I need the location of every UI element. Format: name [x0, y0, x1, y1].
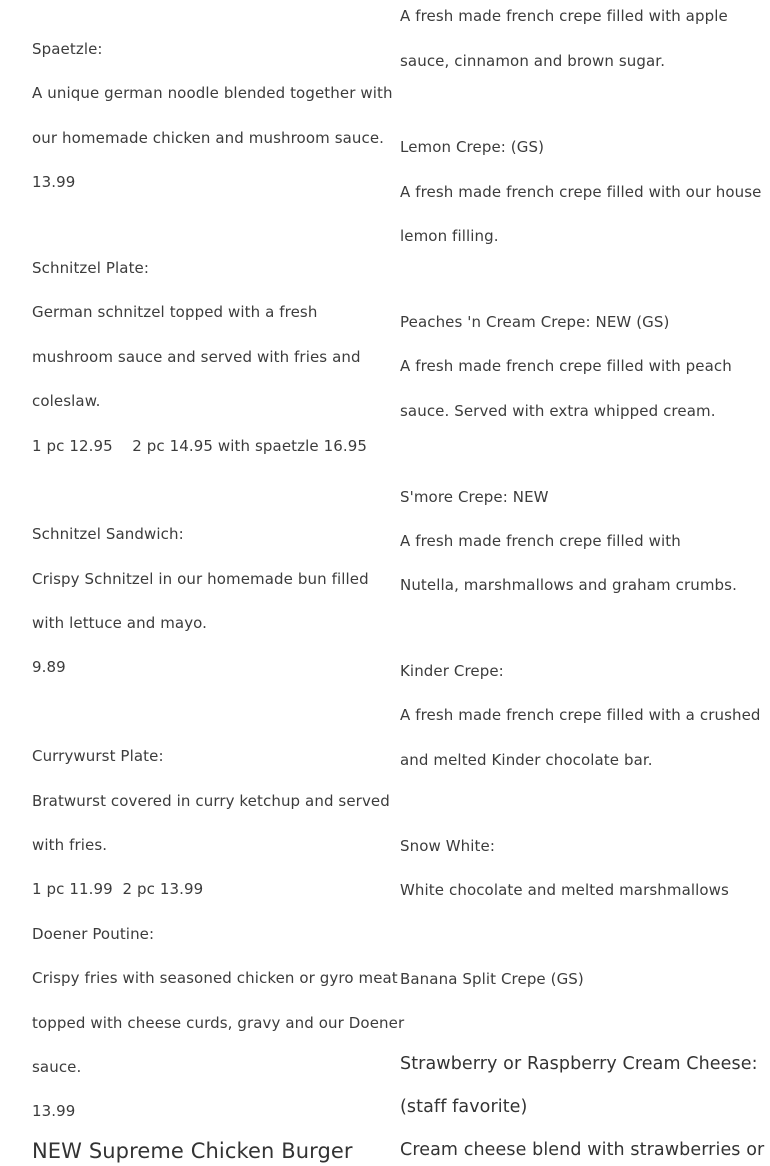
- smore-crepe-desc-line-1: A fresh made french crepe filled with: [400, 532, 681, 550]
- lemon-crepe-desc-line-1: A fresh made french crepe filled with our house: [400, 183, 762, 201]
- spaetzle-price: 13.99: [32, 173, 76, 191]
- currywurst-plate-desc-line-1: Bratwurst covered in curry ketchup and served: [32, 792, 390, 810]
- doener-poutine-desc-line-2: topped with cheese curds, gravy and our Doener: [32, 1014, 405, 1032]
- apple-crepe-desc-line-2: sauce, cinnamon and brown sugar.: [400, 52, 666, 70]
- smore-crepe-desc-line-2: Nutella, marshmallows and graham crumbs.: [400, 576, 737, 594]
- snow-white-desc-line-1: White chocolate and melted marshmallows: [400, 881, 729, 899]
- schnitzel-sandwich-desc-line-2: with lettuce and mayo.: [32, 614, 208, 632]
- schnitzel-plate-price: 1 pc 12.95 2 pc 14.95 with spaetzle 16.95: [32, 437, 368, 455]
- schnitzel-plate-title: Schnitzel Plate:: [32, 259, 150, 277]
- doener-poutine-title: Doener Poutine:: [32, 925, 155, 943]
- schnitzel-plate-desc-line-3: coleslaw.: [32, 392, 101, 410]
- doener-poutine-desc-line-1: Crispy fries with seasoned chicken or gyro meat: [32, 969, 398, 987]
- spaetzle-title: Spaetzle:: [32, 40, 103, 58]
- schnitzel-plate-desc-line-1: German schnitzel topped with a fresh: [32, 303, 318, 321]
- spaetzle-desc-line-2: our homemade chicken and mushroom sauce.: [32, 129, 385, 147]
- schnitzel-sandwich-title: Schnitzel Sandwich:: [32, 525, 184, 543]
- currywurst-plate-title: Currywurst Plate:: [32, 747, 164, 765]
- doener-poutine-desc-line-3: sauce.: [32, 1058, 82, 1076]
- kinder-crepe-desc-line-2: and melted Kinder chocolate bar.: [400, 751, 653, 769]
- currywurst-plate-price: 1 pc 11.99 2 pc 13.99: [32, 880, 204, 898]
- schnitzel-sandwich-desc-line-1: Crispy Schnitzel in our homemade bun filled: [32, 570, 369, 588]
- schnitzel-plate-desc-line-2: mushroom sauce and served with fries and: [32, 348, 361, 366]
- schnitzel-sandwich-price: 9.89: [32, 658, 66, 676]
- lemon-crepe-desc-line-2: lemon filling.: [400, 227, 499, 245]
- supreme-chicken-burger-heading: NEW Supreme Chicken Burger: [32, 1139, 353, 1163]
- apple-crepe-desc-line-1: A fresh made french crepe filled with apple: [400, 7, 728, 25]
- spaetzle-desc-line-1: A unique german noodle blended together with: [32, 84, 393, 102]
- currywurst-plate-desc-line-2: with fries.: [32, 836, 108, 854]
- strawberry-cream-cheese-desc-line-1: Cream cheese blend with strawberries or: [400, 1140, 765, 1160]
- kinder-crepe-desc-line-1: A fresh made french crepe filled with a crushed: [400, 706, 761, 724]
- doener-poutine-price: 13.99: [32, 1102, 76, 1120]
- banana-split-crepe-title: Banana Split Crepe (GS): [400, 970, 584, 988]
- peaches-crepe-desc-line-2: sauce. Served with extra whipped cream.: [400, 402, 716, 420]
- smore-crepe-title: S'more Crepe: NEW: [400, 488, 549, 506]
- lemon-crepe-title: Lemon Crepe: (GS): [400, 138, 545, 156]
- strawberry-cream-cheese-title-line-2: (staff favorite): [400, 1097, 528, 1117]
- strawberry-cream-cheese-title-line-1: Strawberry or Raspberry Cream Cheese:: [400, 1054, 758, 1074]
- peaches-crepe-title: Peaches 'n Cream Crepe: NEW (GS): [400, 313, 670, 331]
- peaches-crepe-desc-line-1: A fresh made french crepe filled with peach: [400, 357, 732, 375]
- kinder-crepe-title: Kinder Crepe:: [400, 662, 504, 680]
- snow-white-title: Snow White:: [400, 837, 496, 855]
